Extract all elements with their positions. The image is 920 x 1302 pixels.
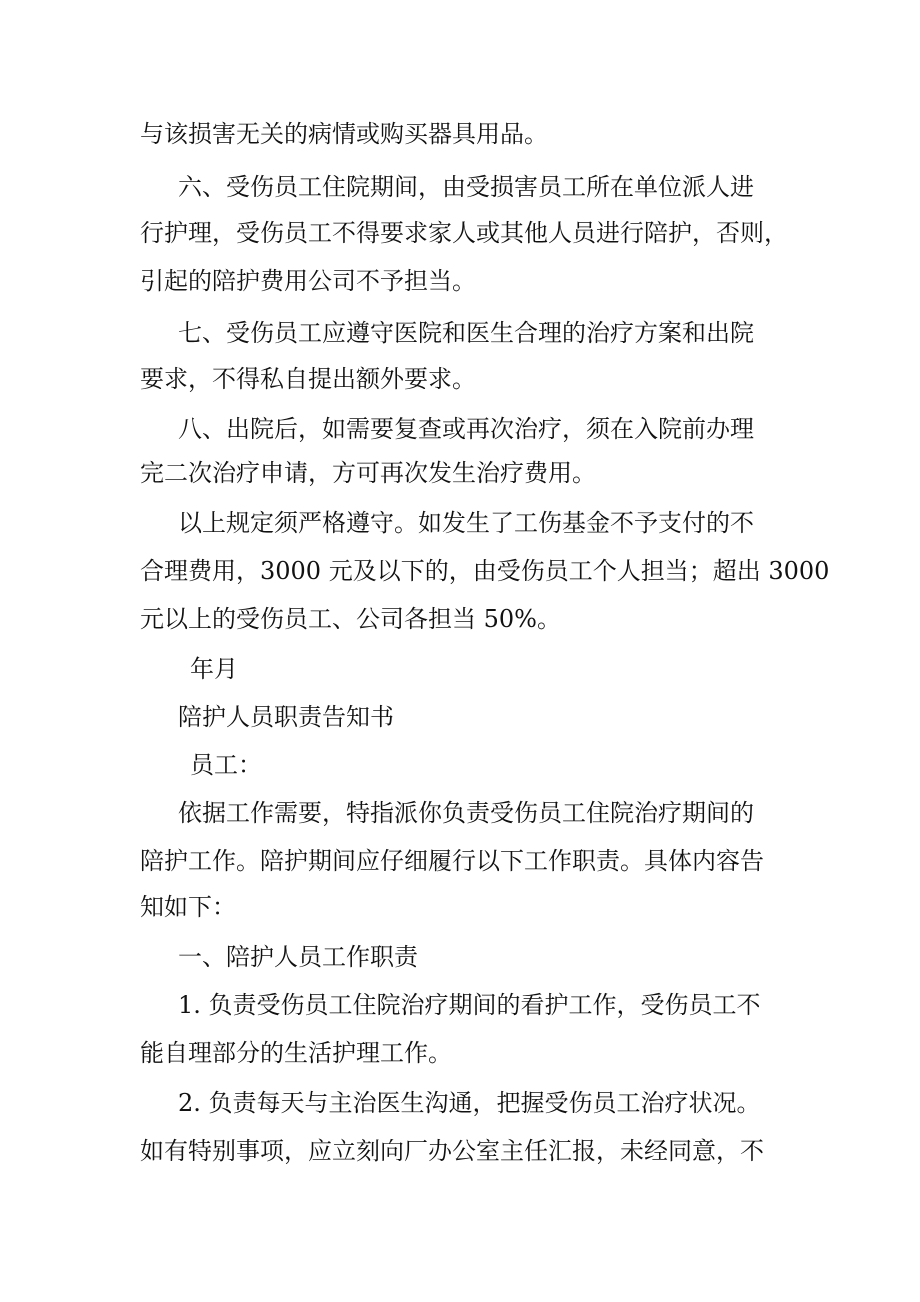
- text-line: 与该损害无关的病情或购买器具用品。: [140, 120, 548, 148]
- text-line: 行护理，受伤员工不得要求家人或其他人员进行陪护，否则，: [140, 219, 788, 247]
- paragraph-seven-start: 七、受伤员工应遵守医院和医生合理的治疗方案和出院: [178, 319, 754, 347]
- text-line: 引起的陪护费用公司不予担当。: [140, 267, 476, 295]
- text-line: 知如下：: [140, 893, 236, 921]
- intro-paragraph-start: 依据工作需要，特指派你负责受伤员工住院治疗期间的: [178, 799, 754, 827]
- text-line: 陪护工作。陪护期间应仔细履行以下工作职责。具体内容告: [140, 847, 764, 875]
- salutation: 员工：: [190, 751, 262, 779]
- compliance-paragraph-start: 以上规定须严格遵守。如发生了工伤基金不予支付的不: [178, 509, 754, 537]
- text-line: 合理费用，3000 元及以下的，由受伤员工个人担当；超出 3000: [140, 557, 830, 585]
- section-heading: 一、陪护人员工作职责: [178, 943, 418, 971]
- text-line: 要求，不得私自提出额外要求。: [140, 365, 476, 393]
- paragraph-six-start: 六、受伤员工住院期间，由受损害员工所在单位派人进: [178, 173, 754, 201]
- duty-item-1: 1. 负责受伤员工住院治疗期间的看护工作，受伤员工不: [178, 991, 761, 1019]
- date-line: 年月: [190, 655, 238, 683]
- text-line: 如有特别事项，应立刻向厂办公室主任汇报，未经同意，不: [140, 1137, 764, 1165]
- text-line: 能自理部分的生活护理工作。: [140, 1039, 452, 1067]
- paragraph-eight-start: 八、出院后，如需要复查或再次治疗，须在入院前办理: [178, 415, 754, 443]
- text-line: 完二次治疗申请，方可再次发生治疗费用。: [140, 459, 596, 487]
- notice-title: 陪护人员职责告知书: [178, 703, 394, 731]
- duty-item-2: 2. 负责每天与主治医生沟通，把握受伤员工治疗状况。: [178, 1089, 761, 1117]
- text-line: 元以上的受伤员工、公司各担当 50%。: [140, 605, 561, 633]
